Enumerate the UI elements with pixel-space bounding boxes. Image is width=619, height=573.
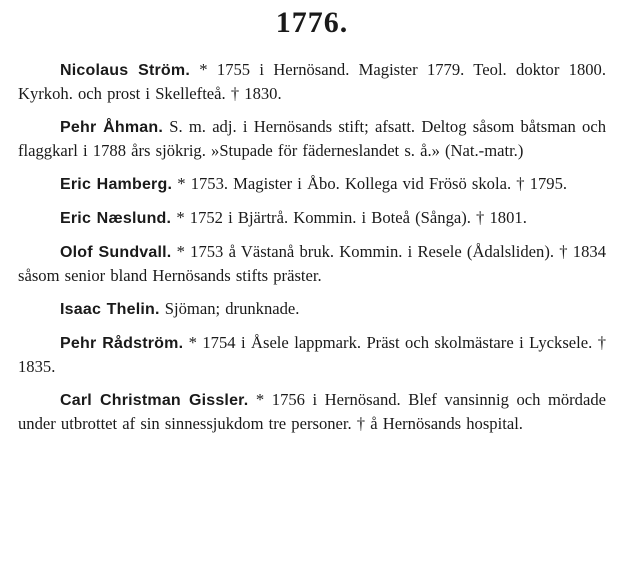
entry-name: Eric Hamberg. xyxy=(60,176,173,193)
entry xyxy=(18,172,606,196)
entry-name: Isaac Thelin. xyxy=(60,301,160,318)
document-page xyxy=(18,4,606,445)
page-heading-year: 1776. xyxy=(275,6,349,39)
entry-text: * 1752 i Bjärtrå. Kommin. i Boteå (Sånga). † 1801. xyxy=(171,208,527,227)
entry xyxy=(18,58,606,105)
entry xyxy=(18,115,606,162)
entry-name: Pehr Åhman. xyxy=(60,119,163,136)
entry-name: Carl Christman Gissler. xyxy=(60,392,249,409)
entry xyxy=(18,388,606,435)
entry xyxy=(18,206,606,230)
entry-text: Sjöman; drunknade. xyxy=(159,299,300,318)
entry xyxy=(18,240,606,287)
entry-text: * 1755 i Hernösand. Magister 1779. Teol. doktor 1800. Kyrkoh. och prost i Skellefteå. † 1830. xyxy=(18,60,606,103)
entry-text: * 1753 å Västanå bruk. Kommin. i Resele (Ådalsliden). † 1834 såsom senior bland Hernösands stifts präster. xyxy=(18,242,606,285)
entry-text: * 1754 i Åsele lappmark. Präst och skolmästare i Lycksele. † 1835. xyxy=(18,333,606,376)
entry-name: Eric Næslund. xyxy=(60,210,172,227)
entry-name: Olof Sundvall. xyxy=(60,244,172,261)
entry-text: S. m. adj. i Hernösands stift; afsatt. Deltog såsom båtsman och flaggkarl i 1788 års sjökrig. »Stupade för fäderneslandet s. å.» (Nat.-matr.) xyxy=(18,117,606,160)
entry-text: * 1756 i Hernösand. Blef vansinnig och mördade under utbrottet af sin sinnessjukdom tre personer. † å Hernösands hospital. xyxy=(18,390,606,433)
entry xyxy=(18,297,606,321)
entry-name: Pehr Rådström. xyxy=(60,335,184,352)
entry xyxy=(18,331,606,378)
entry-text: * 1753. Magister i Åbo. Kollega vid Frösö skola. † 1795. xyxy=(172,174,568,193)
entry-name: Nicolaus Ström. xyxy=(60,62,190,79)
